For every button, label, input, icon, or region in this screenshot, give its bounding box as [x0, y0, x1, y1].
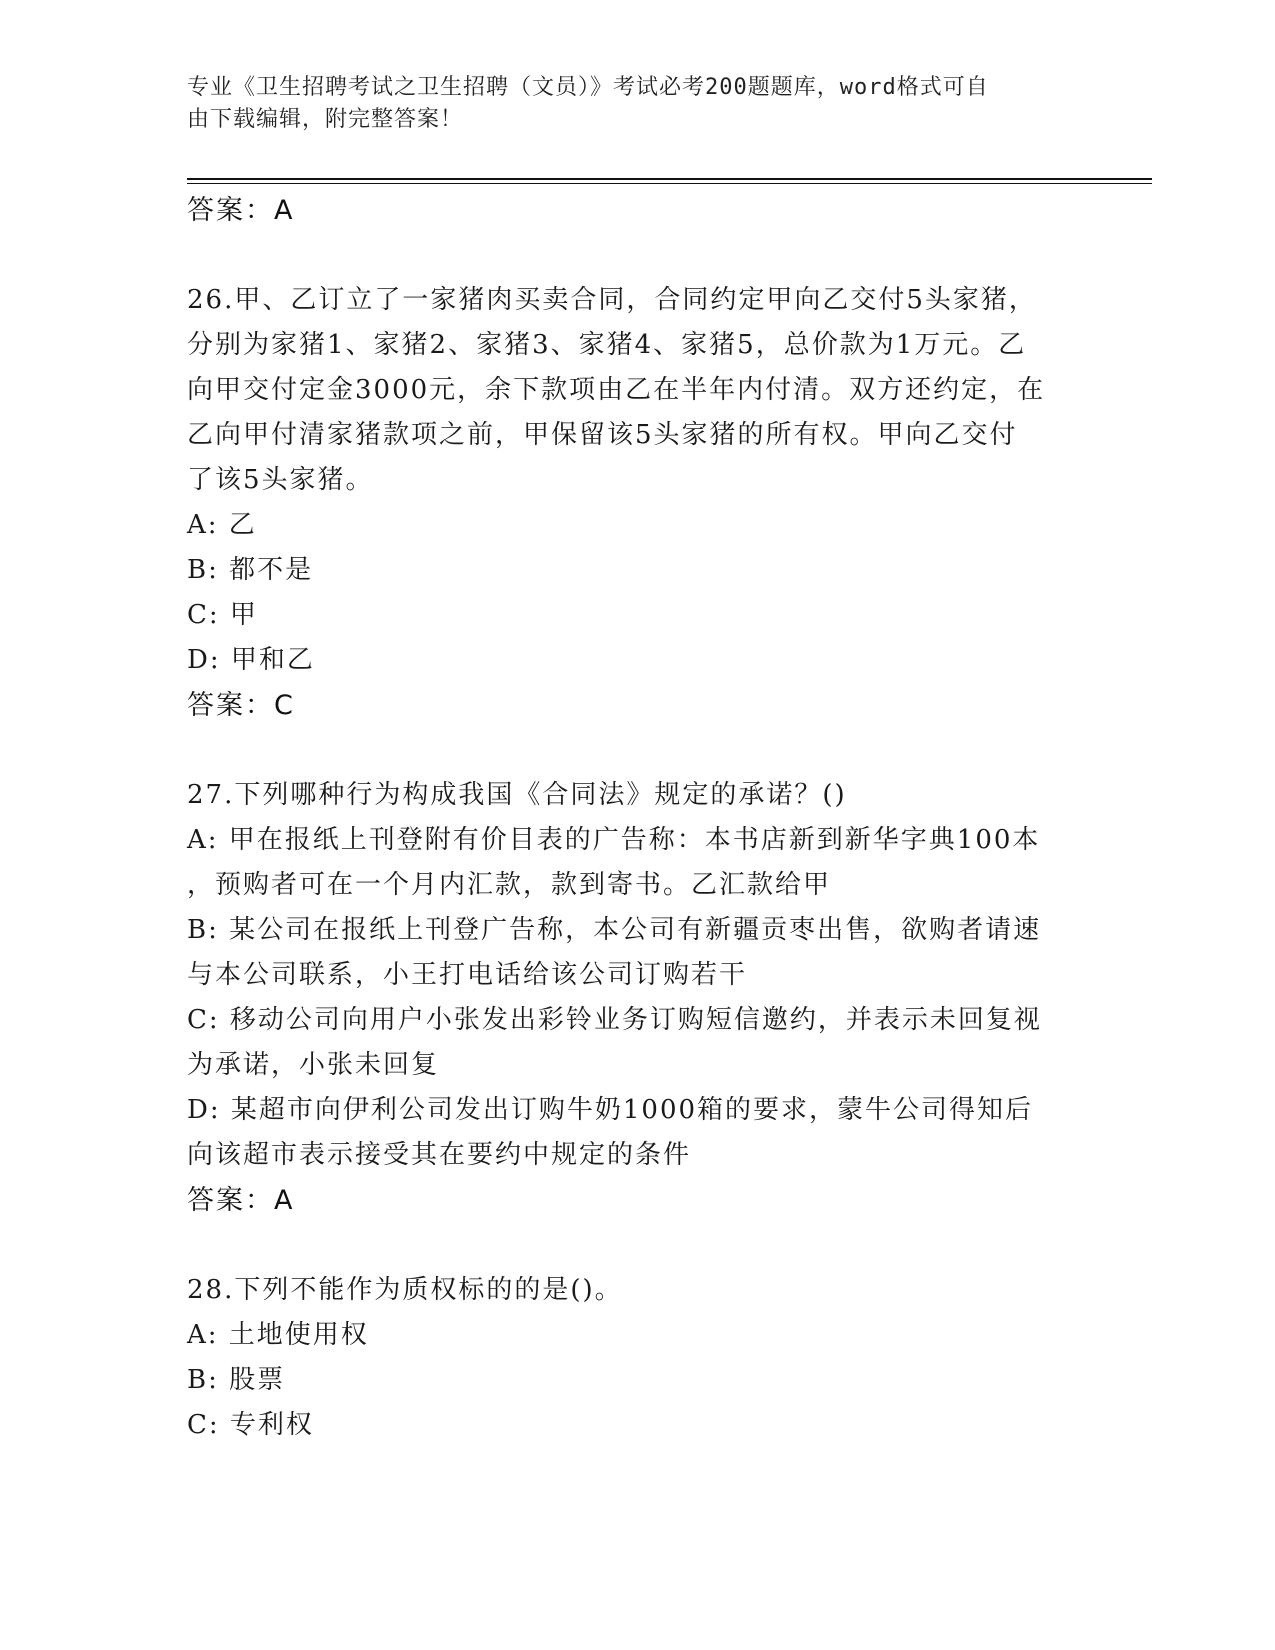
- option-a: A: 土地使用权: [187, 1320, 369, 1350]
- option-b: B: 都不是: [187, 555, 314, 585]
- header-rule-thin: [187, 183, 1152, 184]
- option-c-continued: 为承诺，小张未回复: [187, 1050, 440, 1080]
- option-d: D: 甲和乙: [187, 645, 315, 675]
- question-block: [187, 278, 1087, 728]
- document-header: [187, 72, 1067, 136]
- answer-line: 答案：A: [187, 1185, 295, 1216]
- spacer: [187, 1223, 1087, 1268]
- option-d: D: 某超市向伊利公司发出订购牛奶1000箱的要求，蒙牛公司得知后: [187, 1095, 1034, 1125]
- option-b: B: 某公司在报纸上刊登广告称，本公司有新疆贡枣出售，欲购者请速: [187, 915, 1042, 945]
- spacer: [187, 728, 1087, 773]
- question-text-line: 26.甲、乙订立了一家猪肉买卖合同，合同约定甲向乙交付5头家猪，: [187, 285, 1037, 315]
- question-text-line: 乙向甲付清家猪款项之前，甲保留该5头家猪的所有权。甲向乙交付: [187, 420, 1018, 450]
- answer-line: 答案：C: [187, 690, 295, 721]
- header-rule-thick: [187, 178, 1152, 180]
- answer-line: 答案：A: [187, 195, 295, 226]
- question-text-line: 了该5头家猪。: [187, 465, 374, 495]
- question-text-line: 向甲交付定金3000元，余下款项由乙在半年内付清。双方还约定，在: [187, 375, 1046, 405]
- option-a: A: 甲在报纸上刊登附有价目表的广告称：本书店新到新华字典100本: [187, 825, 1041, 855]
- option-c: C: 甲: [187, 600, 258, 630]
- option-c: C: 移动公司向用户小张发出彩铃业务订购短信邀约，并表示未回复视: [187, 1005, 1042, 1035]
- option-b-continued: 与本公司联系，小王打电话给该公司订购若干: [187, 960, 748, 990]
- option-a-continued: ，预购者可在一个月内汇款，款到寄书。乙汇款给甲: [187, 870, 832, 900]
- question-text-line: 27.下列哪种行为构成我国《合同法》规定的承诺？(): [187, 780, 847, 810]
- option-a: A: 乙: [187, 510, 257, 540]
- option-b: B: 股票: [187, 1365, 286, 1395]
- option-c: C: 专利权: [187, 1410, 314, 1440]
- question-text-line: 28.下列不能作为质权标的的是()。: [187, 1275, 623, 1305]
- question-text-line: 分别为家猪1、家猪2、家猪3、家猪4、家猪5，总价款为1万元。乙: [187, 330, 1027, 360]
- option-d-continued: 向该超市表示接受其在要约中规定的条件: [187, 1140, 692, 1170]
- header-line-2: 由下载编辑，附完整答案！: [187, 107, 464, 132]
- document-body: [187, 188, 1087, 1448]
- question-block: [187, 773, 1087, 1223]
- spacer: [187, 233, 1087, 278]
- header-line-1: 专业《卫生招聘考试之卫生招聘（文员）》考试必考200题题库，word格式可自: [187, 75, 989, 100]
- question-block: [187, 1268, 1087, 1448]
